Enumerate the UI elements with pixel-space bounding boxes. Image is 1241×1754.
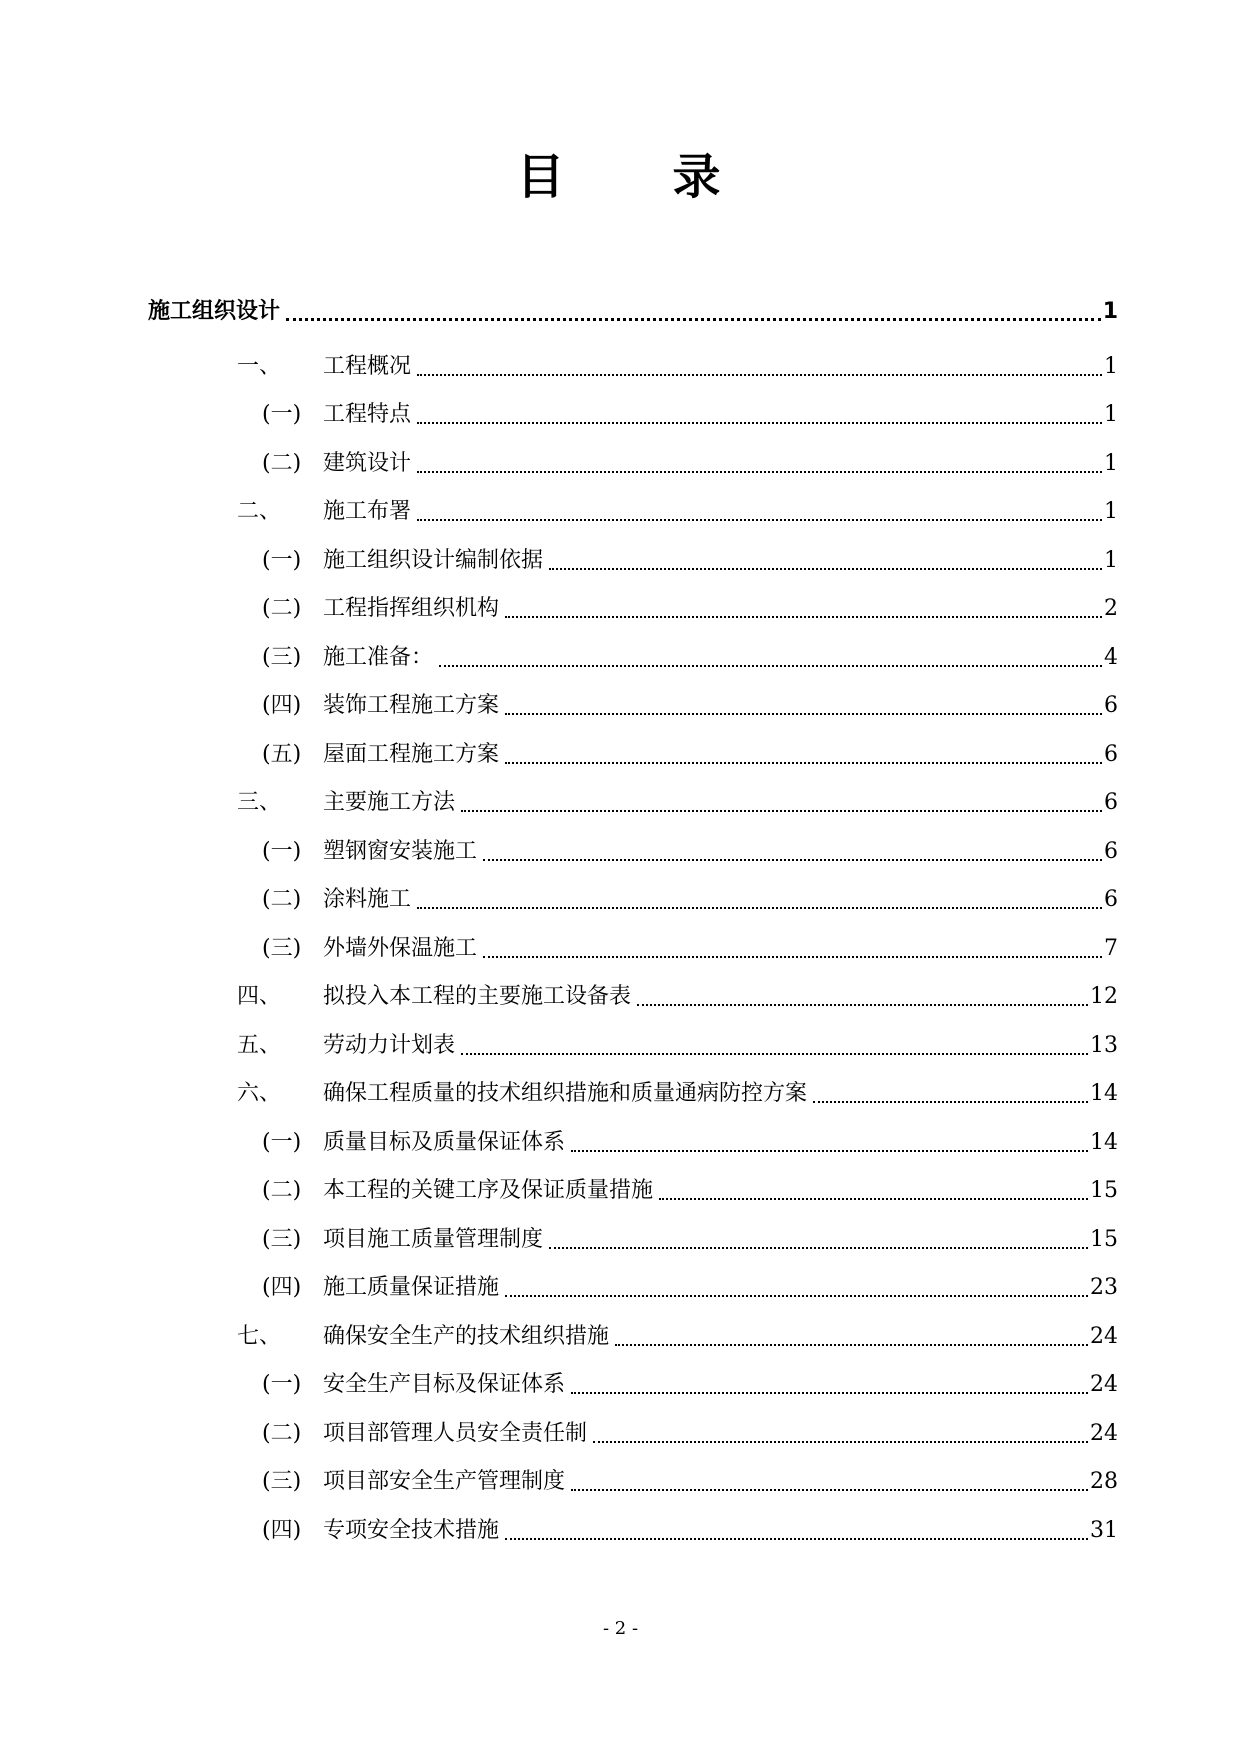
dot-leader [483,954,1102,958]
toc-entry[interactable] [262,1414,1118,1454]
toc-entry-number: (四) [262,1275,302,1300]
toc-entry[interactable] [237,1026,1118,1066]
toc-entry-number: (三) [262,1227,302,1252]
toc-entry-number: (一) [262,1130,302,1155]
toc-entry[interactable] [237,783,1118,823]
dot-leader [417,517,1102,521]
toc-entry-page: 15 [1090,1178,1118,1203]
dot-leader [571,1148,1088,1152]
toc-entry-page: 1 [1104,499,1118,524]
toc-entry-page: 6 [1104,839,1118,864]
toc-entry-number: (一) [262,1372,302,1397]
toc-entry[interactable] [262,1511,1118,1551]
toc-entry-label: 主要施工方法 [323,790,456,815]
toc-entry-label: 施工组织设计 [148,299,281,324]
dot-leader [637,1002,1088,1006]
toc-entry-label: 劳动力计划表 [323,1033,456,1058]
dot-leader [505,614,1102,618]
toc-entry-label: 安全生产目标及保证体系 [323,1372,566,1397]
toc-entry[interactable] [262,589,1118,629]
toc-entry-number: 五、 [237,1033,282,1058]
toc-entry-number: 七、 [237,1324,282,1349]
toc-entry[interactable] [262,1365,1118,1405]
toc-entry-label: 装饰工程施工方案 [323,693,500,718]
toc-entry-number: (三) [262,645,302,670]
toc-entry-page: 14 [1090,1081,1118,1106]
toc-entry-page: 24 [1090,1421,1118,1446]
dot-leader [571,1487,1088,1491]
toc-entry-label: 确保安全生产的技术组织措施 [323,1324,610,1349]
toc-entry-number: 一、 [237,354,282,379]
toc-entry-number: (二) [262,887,302,912]
toc-entry-label: 拟投入本工程的主要施工设备表 [323,984,632,1009]
dot-leader [813,1099,1088,1103]
dot-leader [417,420,1102,424]
toc-entry-label: 工程特点 [323,402,412,427]
toc-entry[interactable] [262,686,1118,726]
toc-entry-number: (二) [262,1421,302,1446]
toc-entry-label: 施工布署 [323,499,412,524]
toc-entry-label: 外墙外保温施工 [323,936,478,961]
dot-leader [549,566,1102,570]
toc-entry-number: 二、 [237,499,282,524]
toc-entry-page: 23 [1090,1275,1118,1300]
toc-entry[interactable] [237,347,1118,387]
dot-leader [505,711,1102,715]
toc-entry-number: (二) [262,1178,302,1203]
toc-entry-page: 13 [1090,1033,1118,1058]
toc-entry[interactable] [148,292,1118,332]
page-number-footer: - 2 - [602,1618,639,1639]
toc-entry-page: 14 [1090,1130,1118,1155]
toc-entry-label: 确保工程质量的技术组织措施和质量通病防控方案 [323,1081,808,1106]
toc-entry-number: (四) [262,1518,302,1543]
toc-entry-label: 建筑设计 [323,451,412,476]
toc-entry[interactable] [262,1220,1118,1260]
toc-entry[interactable] [262,541,1118,581]
toc-entry[interactable] [262,832,1118,872]
toc-entry-label: 施工准备： [323,645,434,670]
toc-entry-page: 1 [1104,354,1118,379]
dot-leader [571,1390,1088,1394]
toc-entry[interactable] [262,929,1118,969]
toc-entry-page: 1 [1102,299,1118,324]
toc-entry[interactable] [262,735,1118,775]
toc-entry-page: 6 [1104,887,1118,912]
toc-entry-page: 6 [1104,790,1118,815]
toc-entry[interactable] [237,1317,1118,1357]
dot-leader [417,372,1102,376]
toc-entry-label: 质量目标及质量保证体系 [323,1130,566,1155]
toc-entry-page: 12 [1090,984,1118,1009]
toc-entry-number: 六、 [237,1081,282,1106]
toc-entry-page: 1 [1104,402,1118,427]
toc-entry-number: (一) [262,402,302,427]
toc-entry-label: 施工组织设计编制依据 [323,548,544,573]
toc-entry-label: 屋面工程施工方案 [323,742,500,767]
toc-entry-label: 项目施工质量管理制度 [323,1227,544,1252]
dot-leader [483,857,1102,861]
toc-entry[interactable] [237,977,1118,1017]
toc-entry-label: 本工程的关键工序及保证质量措施 [323,1178,654,1203]
toc-entry[interactable] [262,1123,1118,1163]
toc-entry[interactable] [262,880,1118,920]
toc-entry-page: 7 [1104,936,1118,961]
toc-entry-number: 三、 [237,790,282,815]
toc-entry-page: 24 [1090,1372,1118,1397]
toc-entry-number: (一) [262,839,302,864]
toc-entry-page: 6 [1104,693,1118,718]
toc-entry-page: 1 [1104,548,1118,573]
toc-entry-number: (二) [262,451,302,476]
toc-entry-page: 4 [1104,645,1118,670]
toc-entry[interactable] [262,638,1118,678]
toc-entry-label: 塑钢窗安装施工 [323,839,478,864]
toc-entry-number: (五) [262,742,302,767]
toc-entry-number: (三) [262,1469,302,1494]
toc-entry-number: (二) [262,596,302,621]
toc-entry[interactable] [262,1171,1118,1211]
toc-entry-page: 15 [1090,1227,1118,1252]
toc-entry[interactable] [262,1462,1118,1502]
toc-entry-number: (三) [262,936,302,961]
dot-leader [615,1342,1088,1346]
dot-leader [417,905,1102,909]
toc-entry[interactable] [262,444,1118,484]
dot-leader [505,760,1102,764]
toc-entry-label: 工程概况 [323,354,412,379]
toc-entry-page: 28 [1090,1469,1118,1494]
dot-leader [461,808,1102,812]
toc-entry-label: 项目部管理人员安全责任制 [323,1421,588,1446]
toc-entry[interactable] [237,1074,1118,1114]
toc-entry[interactable] [237,492,1118,532]
toc-entry-page: 31 [1090,1518,1118,1543]
toc-entry[interactable] [262,395,1118,435]
dot-leader [505,1293,1088,1297]
dot-leader [505,1536,1088,1540]
toc-entry-page: 24 [1090,1324,1118,1349]
toc-entry-number: (一) [262,548,302,573]
toc-entry-page: 2 [1104,596,1118,621]
dot-leader [461,1051,1088,1055]
toc-entry[interactable] [262,1268,1118,1308]
toc-entry-number: (四) [262,693,302,718]
toc-entry-label: 工程指挥组织机构 [323,596,500,621]
dot-leader [593,1439,1088,1443]
toc-entry-label: 专项安全技术措施 [323,1518,500,1543]
dot-leader [549,1245,1088,1249]
toc-entry-label: 项目部安全生产管理制度 [323,1469,566,1494]
dot-leader [286,316,1101,321]
toc-entry-number: 四、 [237,984,282,1009]
toc-entry-label: 涂料施工 [323,887,412,912]
dot-leader [417,469,1102,473]
toc-entry-label: 施工质量保证措施 [323,1275,500,1300]
page-title: 目 录 [516,149,725,205]
dot-leader [659,1196,1088,1200]
dot-leader [439,663,1102,667]
toc-entry-page: 6 [1104,742,1118,767]
toc-entry-page: 1 [1104,451,1118,476]
